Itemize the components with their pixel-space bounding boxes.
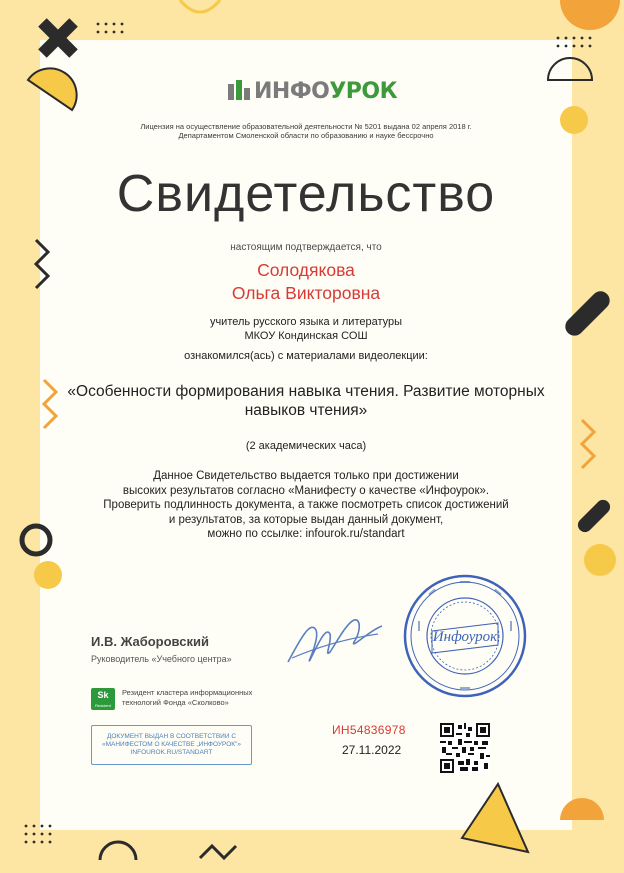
signer-name: И.В. Жаборовский bbox=[91, 634, 209, 649]
description-text: Данное Свидетельство выдается только при достижении высоких результатов согласно «Манифесту о качестве «Инфоурок». Проверить подлинность документа, а также посмотреть список достижений и результатов, за которые выдан данный документ, можно по ссылке: infourok.ru/standart bbox=[103, 470, 509, 540]
skolkovo-text: Резидент кластера информационных технологий Фонда «Сколково» bbox=[122, 688, 253, 707]
document-code: ИН54836978 bbox=[332, 723, 406, 737]
hours-text: (2 академических часа) bbox=[245, 440, 367, 452]
x-mark-decoration bbox=[27, 7, 89, 69]
skolkovo-badge: Sk bbox=[91, 688, 115, 710]
confirm-text: настоящим подтверждается, что bbox=[230, 242, 382, 253]
logo-icon bbox=[228, 80, 250, 102]
manifest-box: ДОКУМЕНТ ВЫДАН В СООТВЕТСТВИИ С «МАНИФЕСТОМ О КАЧЕСТВЕ „ИНФОУРОК"» INFOUROK.RU/STANDART bbox=[91, 725, 252, 765]
signature-image bbox=[280, 600, 390, 680]
recipient-position: учитель русского языка и литературы МКОУ Кондинская СОШ bbox=[209, 316, 403, 342]
stamp-center-text: Инфоурок bbox=[432, 629, 498, 645]
recipient-name: Солодякова Ольга Викторовна bbox=[231, 260, 381, 303]
signer-role: Руководитель «Учебного центра» bbox=[91, 654, 232, 664]
triangle-decoration bbox=[462, 784, 528, 852]
license-text: Лицензия на осуществление образовательной деятельности № 5201 выдана 02 апреля 2018 г. Департаментом Смоленской области по образованию и науке бессрочно bbox=[140, 122, 472, 140]
skolkovo-badge-sub: Resident bbox=[95, 703, 111, 708]
half-circle-decoration bbox=[28, 68, 77, 110]
page-title: Свидетельство bbox=[116, 165, 496, 223]
document-date: 27.11.2022 bbox=[342, 743, 402, 757]
qr-code[interactable] bbox=[440, 723, 490, 773]
course-title: «Особенности формирования навыка чтения. Развитие моторных навыков чтения» bbox=[67, 383, 545, 419]
stamp-seal bbox=[402, 573, 528, 699]
dot-grid-decoration bbox=[25, 23, 592, 844]
infourok-logo bbox=[228, 78, 397, 104]
intro-text: ознакомился(ась) с материалами видеолекции: bbox=[184, 350, 428, 362]
logo-wordmark: ИНФОУРОК bbox=[254, 78, 398, 104]
